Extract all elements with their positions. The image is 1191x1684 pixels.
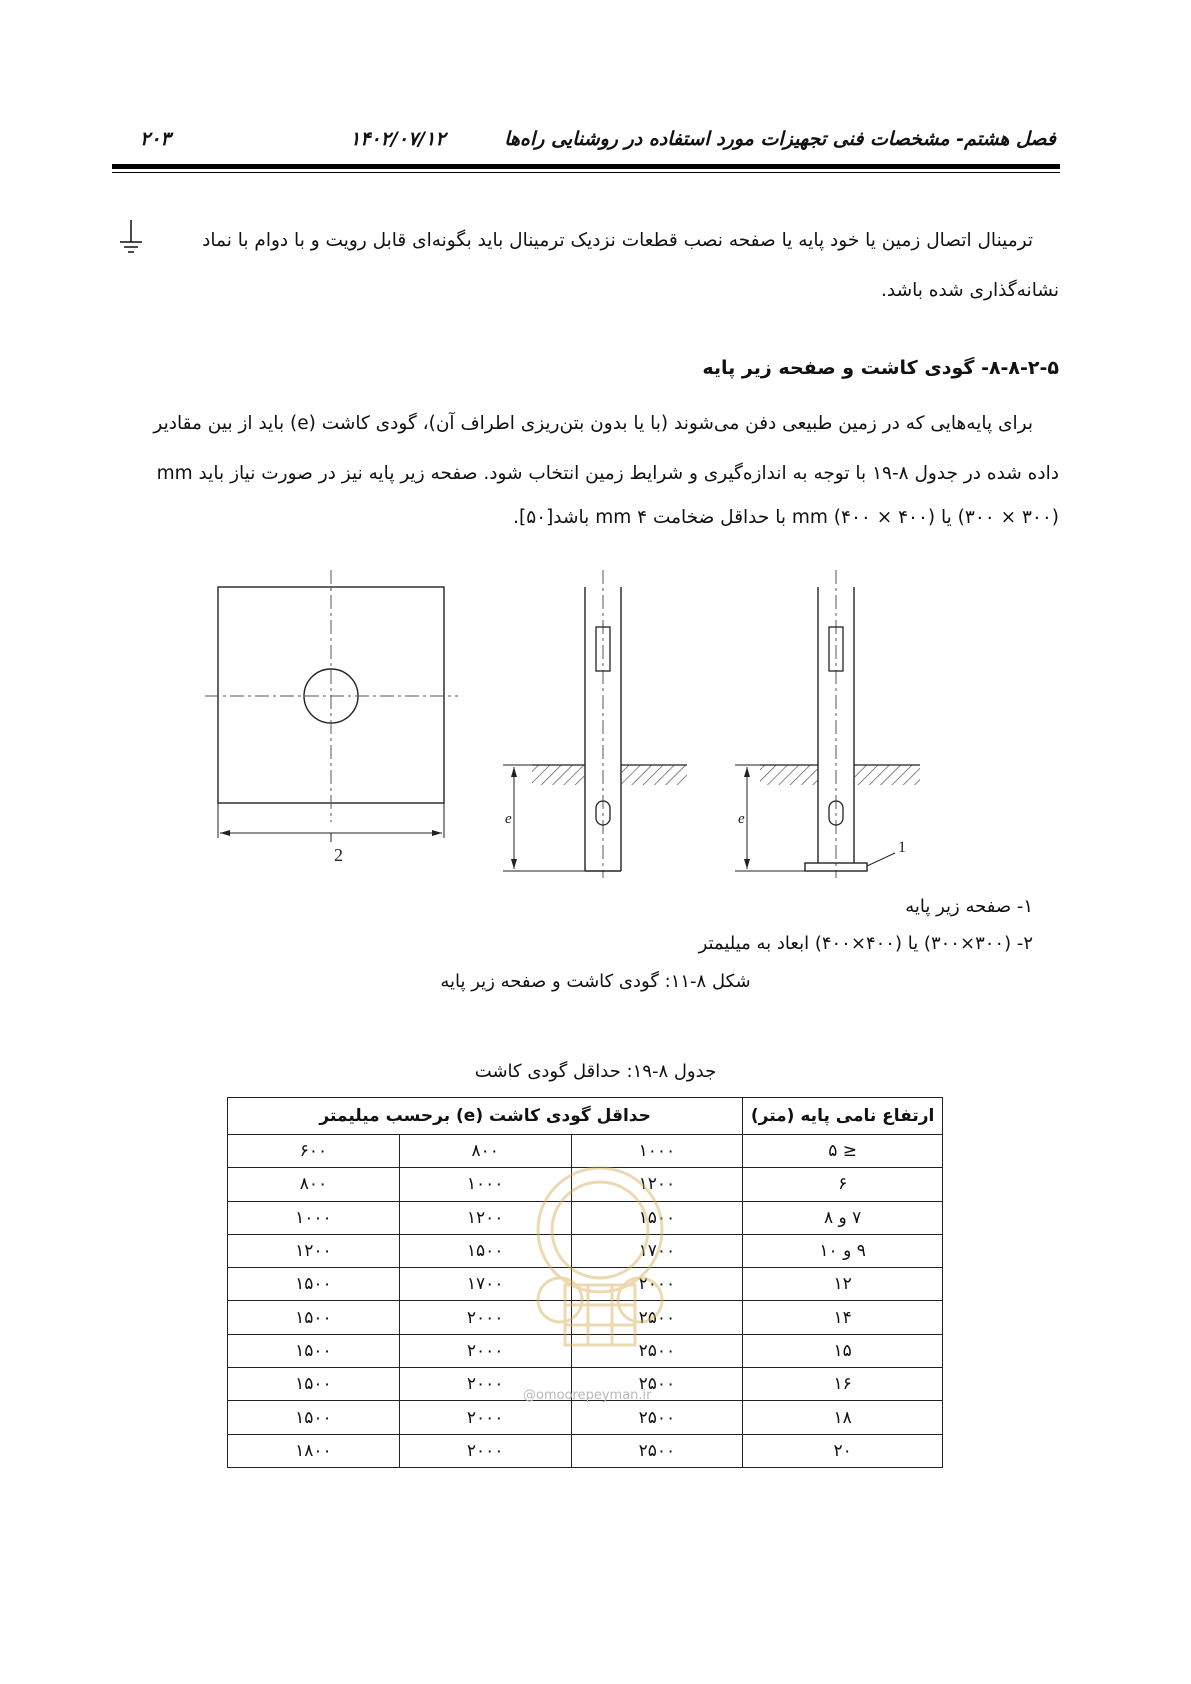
- cell-min-depth: ۱۷۰۰: [571, 1234, 743, 1267]
- section-body-line-1: برای پایه‌هایی که در زمین طبیعی دفن می‌شوند (با یا بدون بتن‌ریزی اطراف آن)، گودی کاشت (e) باید از بین مقادیر: [153, 413, 1033, 434]
- cell-min-depth: ۶۰۰: [228, 1135, 400, 1168]
- cell-nominal-height: ۱۴: [743, 1301, 943, 1334]
- cell-min-depth: ۱۵۰۰: [571, 1201, 743, 1234]
- embedment-label-e-b: e: [738, 811, 745, 827]
- header-nominal-height: ارتفاع نامی پایه (متر): [743, 1098, 943, 1135]
- watermark-text: @omoorepeyman.ir: [523, 1388, 652, 1403]
- intro-line-1: ترمینال اتصال زمین یا خود پایه یا صفحه نصب قطعات نزدیک ترمینال باید بگونه‌ای قابل رویت و با دوام با نماد: [202, 230, 1033, 251]
- cell-min-depth: ۱۰۰۰: [571, 1135, 743, 1168]
- table-row: [228, 1434, 943, 1467]
- cell-min-depth: ۸۰۰: [228, 1168, 400, 1201]
- cell-min-depth: ۲۰۰۰: [399, 1334, 571, 1367]
- table-row: [228, 1401, 943, 1434]
- ground-symbol-icon: [117, 220, 147, 258]
- cell-min-depth: ۲۵۰۰: [571, 1401, 743, 1434]
- figure-legend-1: ۱- صفحه زیر پایه: [905, 896, 1033, 917]
- table-row: [228, 1268, 943, 1301]
- cell-nominal-height: ۹ و ۱۰: [743, 1234, 943, 1267]
- table-header-row: [228, 1098, 943, 1135]
- pole-with-base-plate: [735, 570, 920, 878]
- embedment-label-e-a: e: [505, 811, 512, 827]
- cell-min-depth: ۱۵۰۰: [228, 1334, 400, 1367]
- chapter-title: فصل هشتم- مشخصات فنی تجهیزات مورد استفاده در روشنایی راه‌ها: [504, 128, 1056, 150]
- table-row: [228, 1301, 943, 1334]
- cell-nominal-height: ۶: [743, 1168, 943, 1201]
- cell-min-depth: ۲۰۰۰: [399, 1301, 571, 1334]
- table-row: [228, 1234, 943, 1267]
- cell-min-depth: ۸۰۰: [399, 1135, 571, 1168]
- cell-min-depth: ۲۵۰۰: [571, 1368, 743, 1401]
- cell-min-depth: ۲۰۰۰: [399, 1368, 571, 1401]
- marker-label-1: 1: [898, 839, 906, 856]
- page-number: ۲۰۳: [140, 128, 171, 150]
- intro-line-2: نشانه‌گذاری شده باشد.: [881, 280, 1059, 301]
- table-row: [228, 1334, 943, 1367]
- section-body-line-3: (۳۰۰ × ۳۰۰) یا mm (۴۰۰ × ۴۰۰) با حداقل ضخامت mm ۴ باشد[۵۰].: [513, 507, 1059, 528]
- cell-min-depth: ۱۰۰۰: [228, 1201, 400, 1234]
- embedment-depth-table: [227, 1097, 943, 1468]
- table-caption: جدول ۸-۱۹: حداقل گودی کاشت: [474, 1061, 717, 1082]
- cell-min-depth: ۱۸۰۰: [228, 1434, 400, 1467]
- table-row: [228, 1168, 943, 1201]
- cell-min-depth: ۱۵۰۰: [399, 1234, 571, 1267]
- cell-min-depth: ۲۰۰۰: [399, 1401, 571, 1434]
- cell-min-depth: ۲۵۰۰: [571, 1434, 743, 1467]
- header-rule-thick: [112, 164, 1060, 169]
- header-min-depth: حداقل گودی کاشت (e) برحسب میلیمتر: [228, 1098, 743, 1135]
- cell-min-depth: ۱۵۰۰: [228, 1268, 400, 1301]
- pole-without-base-plate: [503, 570, 687, 878]
- table-row: [228, 1135, 943, 1168]
- base-plate-plan-view: [205, 570, 458, 842]
- cell-min-depth: ۱۰۰۰: [399, 1168, 571, 1201]
- cell-min-depth: ۱۵۰۰: [228, 1301, 400, 1334]
- figure-caption: شکل ۸-۱۱: گودی کاشت و صفحه زیر پایه: [440, 971, 751, 992]
- header-date: ۱۴۰۲/۰۷/۱۲: [350, 128, 446, 150]
- header-rule-thin: [112, 172, 1060, 173]
- table-row: [228, 1201, 943, 1234]
- dimension-label-2: 2: [334, 845, 343, 865]
- cell-nominal-height: ۷ و ۸: [743, 1201, 943, 1234]
- figure-embedment-drawing: [200, 560, 960, 900]
- figure-legend-2: ۲- (۳۰۰×۳۰۰) یا (۴۰۰×۴۰۰) ابعاد به میلیمتر: [698, 933, 1033, 954]
- section-body-line-2: داده شده در جدول ۸-۱۹ با توجه به اندازه‌گیری و شرایط زمین انتخاب شود. صفحه زیر پایه نیز در صورت نیاز باید mm: [156, 463, 1059, 484]
- cell-nominal-height: ۱۶: [743, 1368, 943, 1401]
- cell-min-depth: ۱۵۰۰: [228, 1401, 400, 1434]
- cell-min-depth: ۱۷۰۰: [399, 1268, 571, 1301]
- cell-min-depth: ۲۰۰۰: [399, 1434, 571, 1467]
- cell-min-depth: ۲۵۰۰: [571, 1334, 743, 1367]
- cell-min-depth: ۱۲۰۰: [399, 1201, 571, 1234]
- cell-min-depth: ۱۲۰۰: [571, 1168, 743, 1201]
- cell-min-depth: ۲۰۰۰: [571, 1268, 743, 1301]
- cell-nominal-height: ۱۸: [743, 1401, 943, 1434]
- cell-nominal-height: ۱۵: [743, 1334, 943, 1367]
- cell-nominal-height: ۲۰: [743, 1434, 943, 1467]
- cell-min-depth: ۱۵۰۰: [228, 1368, 400, 1401]
- section-heading: ۸-۸-۲-۵- گودی کاشت و صفحه زیر پایه: [702, 357, 1059, 379]
- cell-min-depth: ۱۲۰۰: [228, 1234, 400, 1267]
- cell-nominal-height: ≤ ۵: [743, 1135, 943, 1168]
- cell-nominal-height: ۱۲: [743, 1268, 943, 1301]
- cell-min-depth: ۲۵۰۰: [571, 1301, 743, 1334]
